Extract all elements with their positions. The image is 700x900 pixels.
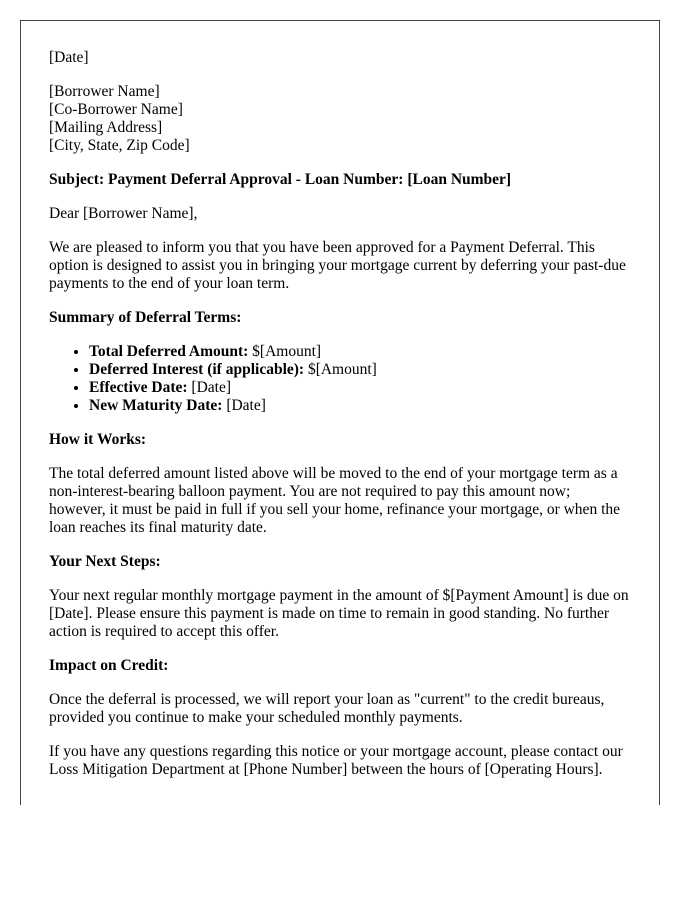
address-line-borrower: [Borrower Name]: [49, 83, 160, 100]
next-steps-heading: Your Next Steps:: [49, 553, 161, 570]
term-value: $[Amount]: [304, 361, 377, 378]
term-value: $[Amount]: [248, 343, 322, 360]
closing-paragraph: If you have any questions regarding this notice or your mortgage account, please contact our Loss Mitigation Department at [Phone Number] between the hours of [Operating Hours].: [49, 743, 623, 778]
how-it-works-heading: How it Works:: [49, 431, 147, 448]
summary-heading: Summary of Deferral Terms:: [49, 309, 242, 326]
recipient-address: [49, 83, 630, 155]
term-label: Effective Date:: [89, 379, 188, 396]
letter-salutation: Dear [Borrower Name],: [49, 205, 198, 222]
letter-date: [Date]: [49, 49, 89, 66]
address-line-city-state-zip: [City, State, Zip Code]: [49, 137, 190, 154]
term-deferred-interest: [89, 361, 630, 379]
next-steps-paragraph: Your next regular monthly mortgage payment in the amount of $[Payment Amount] is due on [Date]. Please ensure this payment is made on time to remain in good standing. No further action is required to accept this offer.: [49, 587, 629, 640]
address-line-co-borrower: [Co-Borrower Name]: [49, 101, 183, 118]
term-value: [Date]: [187, 379, 232, 396]
letter-subject: Subject: Payment Deferral Approval - Loan Number: [Loan Number]: [49, 171, 512, 188]
term-new-maturity-date: [89, 397, 630, 415]
term-total-deferred-amount: [89, 343, 630, 361]
deferral-terms-list: [49, 343, 630, 415]
impact-on-credit-paragraph: Once the deferral is processed, we will report your loan as "current" to the credit bureaus, provided you continue to make your scheduled monthly payments.: [49, 691, 605, 726]
impact-on-credit-heading: Impact on Credit:: [49, 657, 169, 674]
letter-page: [20, 20, 660, 805]
term-label: New Maturity Date:: [89, 397, 223, 414]
intro-paragraph: We are pleased to inform you that you have been approved for a Payment Deferral. This option is designed to assist you in bringing your mortgage current by deferring your past-due payments to the end of your loan term.: [49, 239, 626, 292]
address-line-mailing: [Mailing Address]: [49, 119, 163, 136]
how-it-works-paragraph: The total deferred amount listed above will be moved to the end of your mortgage term as a non-interest-bearing balloon payment. You are not required to pay this amount now; however, it must be paid in full if you sell your home, refinance your mortgage, or when the loan reaches its final maturity date.: [49, 465, 621, 536]
term-value: [Date]: [222, 397, 266, 414]
term-label: Deferred Interest (if applicable):: [89, 361, 305, 378]
term-label: Total Deferred Amount:: [89, 343, 249, 360]
term-effective-date: [89, 379, 630, 397]
